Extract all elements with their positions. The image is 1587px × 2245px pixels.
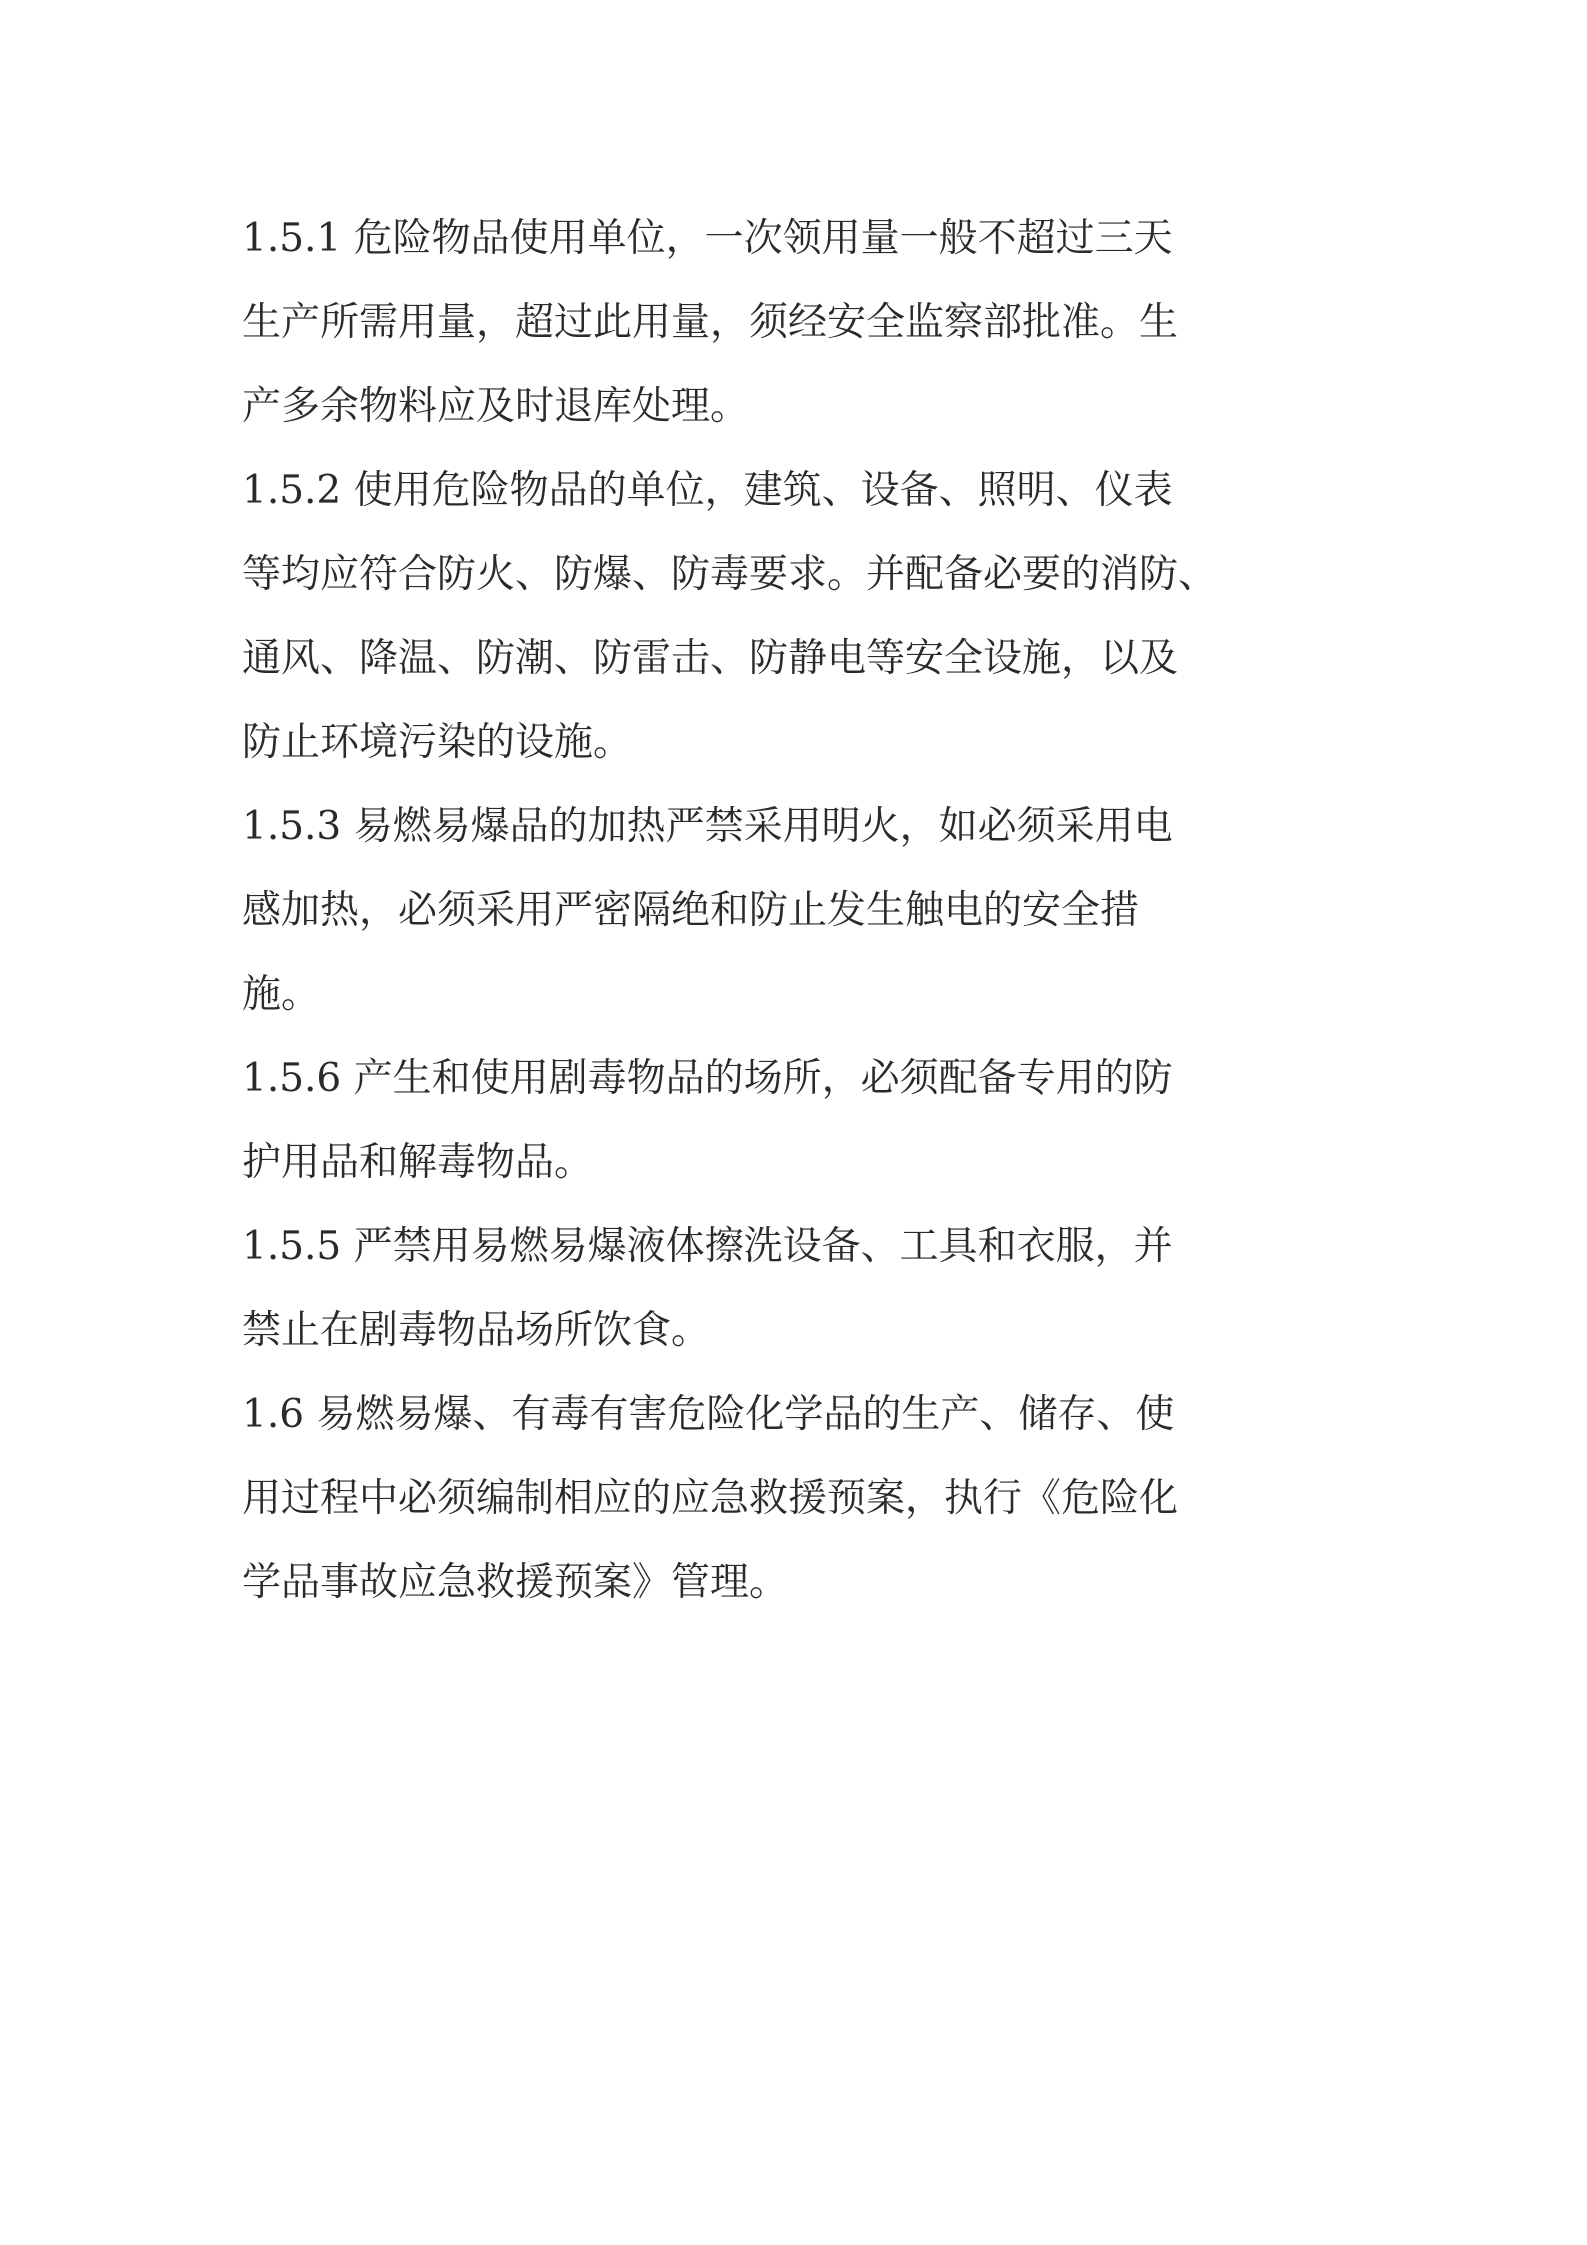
text-line: 1.5.3 易燃易爆品的加热严禁采用明火，如必须采用电 [242, 804, 1173, 849]
text-line: 生产所需用量，超过此用量，须经安全监察部批准。生 [242, 300, 1179, 345]
text-line: 等均应符合防火、防爆、防毒要求。并配备必要的消防、 [242, 552, 1218, 597]
text-line: 感加热，必须采用严密隔绝和防止发生触电的安全措 [242, 888, 1140, 933]
text-line: 护用品和解毒物品。 [242, 1140, 594, 1185]
text-line: 禁止在剧毒物品场所饮食。 [242, 1308, 711, 1353]
text-line: 防止环境污染的设施。 [242, 720, 633, 765]
text-line: 1.5.2 使用危险物品的单位，建筑、设备、照明、仪表 [242, 468, 1173, 513]
text-line: 1.5.5 严禁用易燃易爆液体擦洗设备、工具和衣服，并 [242, 1224, 1173, 1269]
text-line: 1.5.1 危险物品使用单位，一次领用量一般不超过三天 [242, 216, 1173, 261]
text-line: 通风、降温、防潮、防雷击、防静电等安全设施，以及 [242, 636, 1179, 681]
text-line: 1.5.6 产生和使用剧毒物品的场所，必须配备专用的防 [242, 1056, 1173, 1101]
text-line: 1.6 易燃易爆、有毒有害危险化学品的生产、储存、使 [242, 1392, 1175, 1437]
text-line: 施。 [242, 972, 321, 1017]
text-line: 产多余物料应及时退库处理。 [242, 384, 750, 429]
text-line: 学品事故应急救援预案》管理。 [242, 1560, 789, 1605]
text-line: 用过程中必须编制相应的应急救援预案，执行《危险化 [242, 1476, 1179, 1521]
document-body [242, 197, 1352, 1625]
